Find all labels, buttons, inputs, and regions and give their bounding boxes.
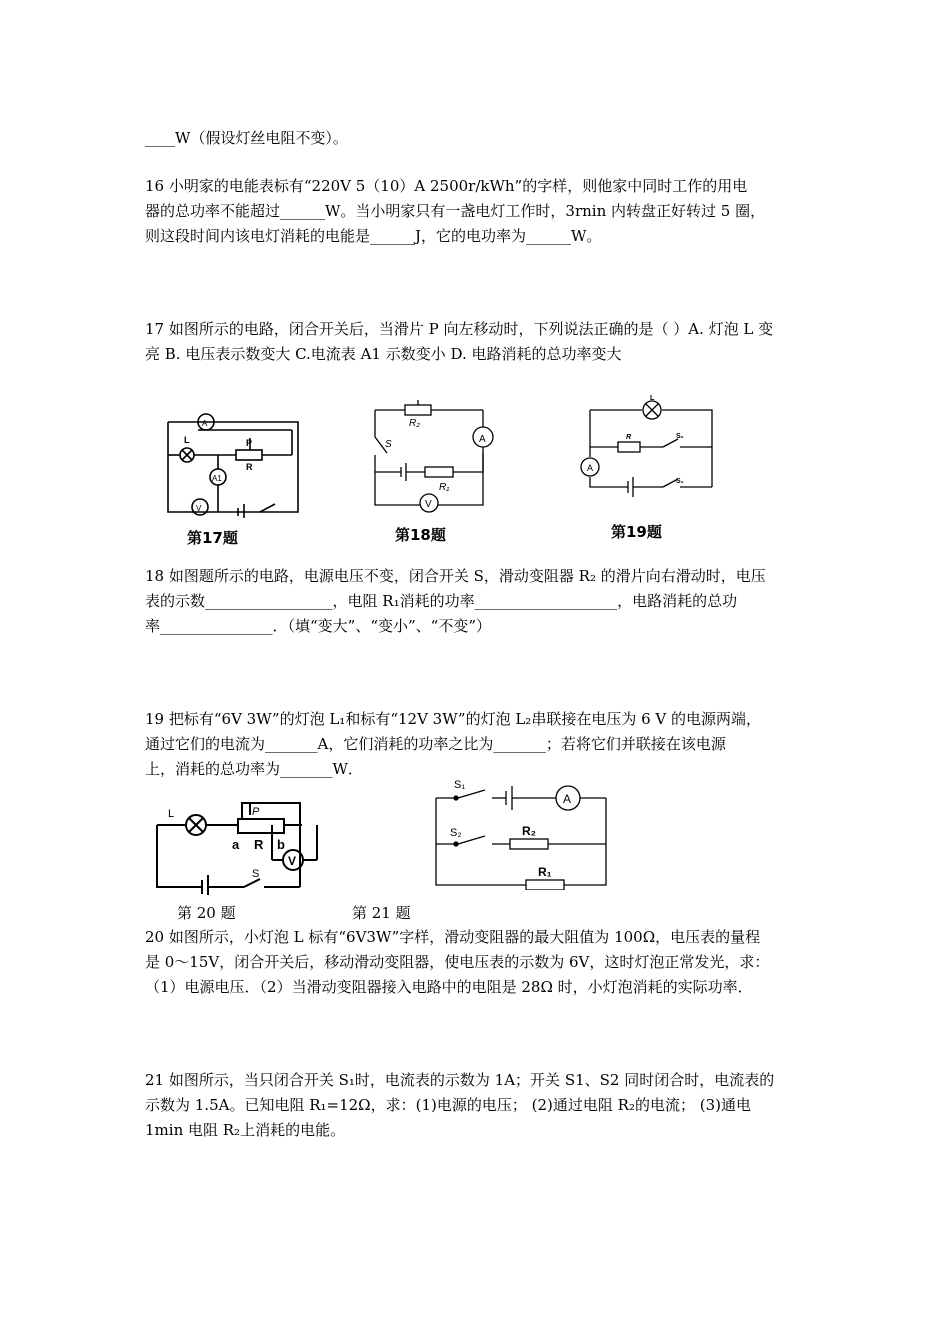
figure-20-circuit xyxy=(152,795,322,895)
question-17-line2: 亮 B. 电压表示数变大 C.电流表 A1 示数变小 D. 电路消耗的总功率变大 xyxy=(145,345,622,363)
slider-label: P xyxy=(246,438,253,448)
switch-s1-label: S₁ xyxy=(676,478,684,485)
ammeter-label: A xyxy=(563,792,572,806)
question-19-line3: 上，消耗的总功率为_______W． xyxy=(145,760,363,778)
question-16-line3: 则这段时间内该电灯消耗的电能是______J，它的电功率为______W。 xyxy=(145,227,602,245)
question-21: 21 如图所示，当只闭合开关 S₁时，电流表的示数为 1A；开关 S1、S2 同时闭合时，电流表的 xyxy=(145,1071,775,1089)
text-line: ____W（假设灯丝电阻不变）。 xyxy=(145,129,348,147)
figure-17-circuit xyxy=(160,400,305,518)
question-21-line2: 示数为 1.5A。已知电阻 R₁=12Ω，求：(1)电源的电压； (2)通过电阻 R₂的电流； (3)通电 xyxy=(145,1096,751,1114)
switch-s2-label: S₂ xyxy=(676,433,684,440)
figure-17-caption: 第17题 xyxy=(187,529,238,547)
question-18-line3: 率_______________．（填“变大”、“变小”、“不变”） xyxy=(145,617,492,635)
ammeter-label: A xyxy=(479,434,486,445)
lamp-label: L xyxy=(168,808,175,820)
question-16: 16 小明家的电能表标有“220V 5（10）A 2500r/kWh”的字样，则他家中同时工作的用电 xyxy=(145,177,748,195)
switch-label: S xyxy=(385,439,392,450)
figure-19-caption: 第19题 xyxy=(611,523,662,541)
ammeter-a1-label: A1 xyxy=(212,474,222,483)
question-20-line3: （1）电源电压．（2）当滑动变阻器接入电路中的电阻是 28Ω 时，小灯泡消耗的实际功率． xyxy=(145,978,753,996)
question-20-line2: 是 0～15V，闭合开关后，移动滑动变阻器，使电压表的示数为 6V，这时灯泡正常发光，求： xyxy=(145,953,770,971)
voltmeter-label: V xyxy=(425,499,432,510)
question-19: 19 把标有“6V 3W”的灯泡 L₁和标有“12V 3W”的灯泡 L₂串联接在电压为 6 V 的电源两端， xyxy=(145,710,762,728)
lamp-label: L xyxy=(650,395,655,402)
resistor-r2-label: R₂ xyxy=(522,824,536,838)
resistor-r1-label: R₁ xyxy=(439,482,450,493)
switch-s2-label: S₂ xyxy=(450,827,462,839)
figure-21-caption: 第 21 题 xyxy=(352,904,411,922)
voltmeter-label: V xyxy=(196,504,202,513)
terminal-b-label: b xyxy=(277,837,285,852)
ammeter-label: A xyxy=(202,419,208,428)
rheostat-label: R xyxy=(246,462,253,472)
voltmeter-label: V xyxy=(288,854,297,868)
resistor-r2-label: R₂ xyxy=(409,418,421,429)
slider-label: P xyxy=(252,806,260,818)
question-18-line2: 表的示数_________________，电阻 R₁消耗的功率___________________，电路消耗的总功 xyxy=(145,592,738,610)
figure-21-circuit xyxy=(430,780,610,890)
figure-18-circuit xyxy=(365,395,505,515)
figure-19-circuit xyxy=(578,395,720,503)
terminal-a-label: a xyxy=(232,837,240,852)
resistor-label: R xyxy=(626,434,632,441)
question-16-line2: 器的总功率不能超过______W。当小明家只有一盏电灯工作时，3rnin 内转盘正好转过 5 圈， xyxy=(145,202,766,220)
ammeter-label: A xyxy=(587,463,594,473)
figure-18-caption: 第18题 xyxy=(395,526,446,544)
question-21-line3: 1min 电阻 R₂上消耗的电能。 xyxy=(145,1121,346,1139)
figure-20-caption: 第 20 题 xyxy=(177,904,236,922)
lamp-label: L xyxy=(184,435,190,445)
question-17: 17 如图所示的电路，闭合开关后，当滑片 P 向左移动时，下列说法正确的是（ ）A. 灯泡 L 变 xyxy=(145,320,774,338)
question-19-line2: 通过它们的电流为_______A，它们消耗的功率之比为_______；若将它们并联接在该电源 xyxy=(145,735,726,753)
rheostat-label: R xyxy=(254,837,264,852)
switch-label: S xyxy=(252,868,260,880)
resistor-r1-label: R₁ xyxy=(538,865,552,879)
question-18: 18 如图题所示的电路，电源电压不变，闭合开关 S，滑动变阻器 R₂ 的滑片向右滑动时，电压 xyxy=(145,567,766,585)
switch-s1-label: S₁ xyxy=(454,780,466,791)
question-20: 20 如图所示，小灯泡 L 标有“6V3W”字样，滑动变阻器的最大阻值为 100Ω，电压表的量程 xyxy=(145,928,761,946)
